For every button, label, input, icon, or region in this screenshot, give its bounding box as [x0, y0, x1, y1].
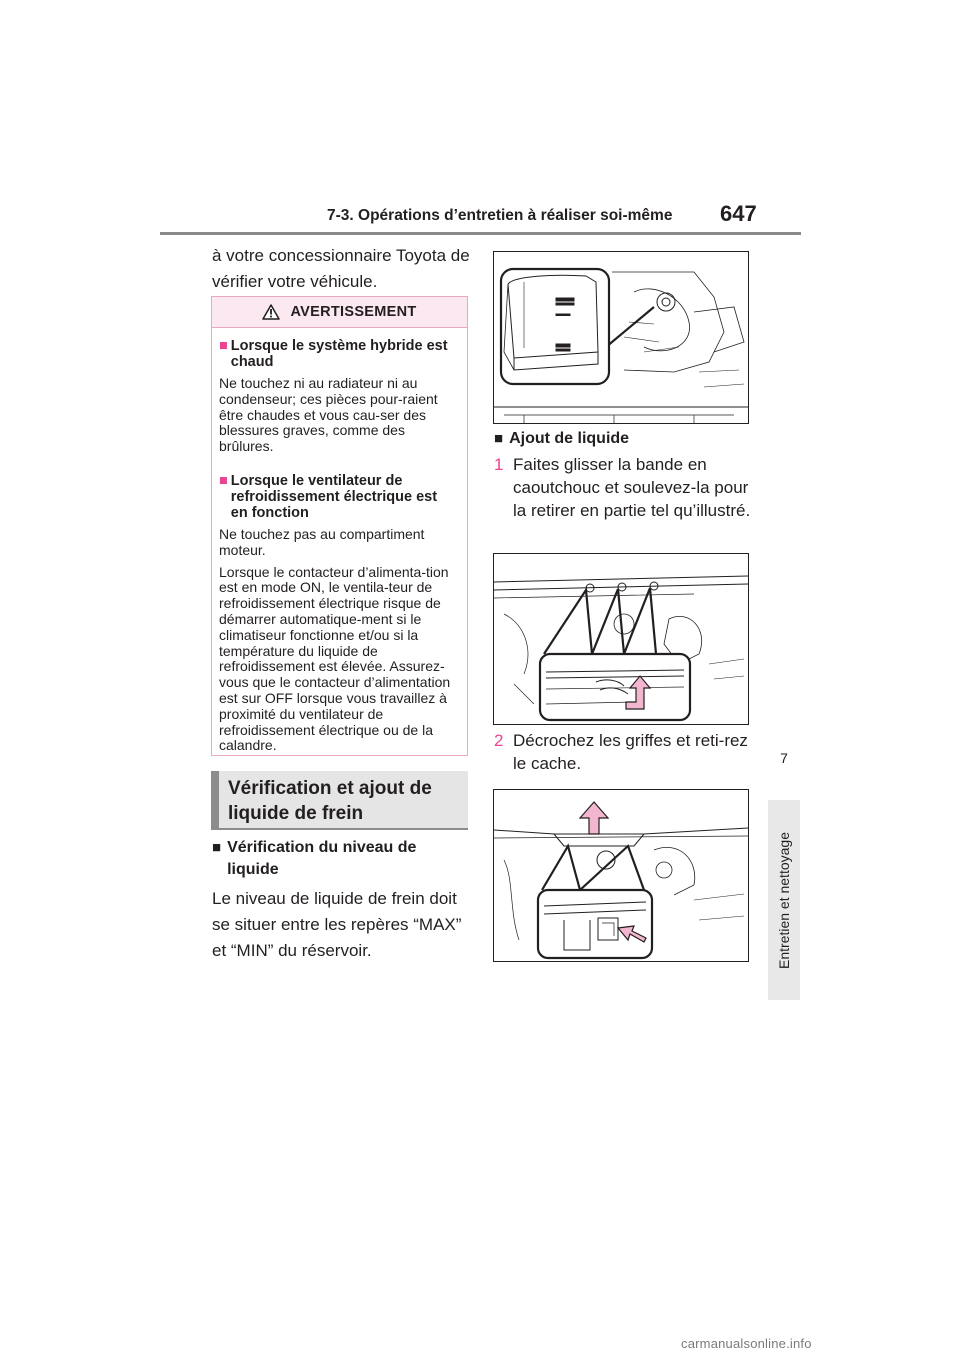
bullet-square-icon: ■: [212, 839, 222, 856]
warning-triangle-icon: [262, 304, 280, 320]
step-number: 2: [494, 731, 504, 750]
warning-title: AVERTISSEMENT: [290, 304, 417, 320]
cover-claws-illustration: [493, 789, 749, 962]
bullet-square-icon: ■: [494, 430, 504, 447]
bullet-square-icon: ■: [219, 338, 228, 354]
step-number: 1: [494, 455, 504, 474]
check-level-text: Le niveau de liquide de frein doit se situer entre les repères “MAX” et “MIN” du réservoir.: [212, 889, 462, 960]
section-heading: [211, 771, 468, 830]
check-level-heading: ■ Vérification du niveau de liquide: [212, 837, 472, 881]
chapter-title: Entretien et nettoyage: [776, 831, 792, 969]
brake-fluid-reservoir-illustration: [493, 251, 749, 424]
step-text: Décrochez les griffes et reti-rez le cache.: [513, 731, 748, 773]
header-rule: [160, 232, 801, 235]
section-heading-text: Vérification et ajout de liquide de frein: [228, 778, 432, 824]
warning-paragraph: Ne touchez ni au radiateur ni au condenseur; ces pièces pour-raient être chaudes et vous cau-ser des blessures graves, comme des brûlures.: [219, 375, 438, 455]
warning-body: [212, 328, 467, 754]
section-title: 7-3. Opérations d’entretien à réaliser soi-même: [327, 207, 673, 224]
warning-paragraph: Lorsque le contacteur d’alimenta-tion est en mode ON, le ventila-teur de refroidissement électrique risque de démarrer automatique-ment si le climatiseur fonctionne et/ou si la température du liquide de refroidissement est élevée. Assurez-vous que le contacteur d’alimentation est sur OFF lorsque vous travaillez à proximité du ventilateur de refroidissement électrique ou de la calandre.: [219, 563, 451, 754]
warning-box: [211, 296, 468, 756]
warning-item-heading: ■ Lorsque le ventilateur de refroidissement électrique est en fonction: [219, 472, 438, 521]
page-number: 647: [720, 201, 757, 226]
rubber-strip-removal-illustration: [493, 553, 749, 725]
add-fluid-heading: ■ Ajout de liquide: [494, 428, 754, 450]
warning-paragraph: Ne touchez pas au compartiment moteur.: [219, 525, 425, 558]
step-2: [494, 729, 754, 775]
bullet-square-icon: ■: [219, 472, 228, 489]
footer-watermark: carmanualsonline.info: [681, 1336, 812, 1351]
intro-text: à votre concessionnaire Toyota de vérifier votre véhicule.: [212, 246, 470, 291]
warning-header: [212, 297, 467, 328]
warning-item-heading: ■ Lorsque le système hybride est chaud: [219, 338, 448, 370]
chapter-number: 7: [780, 750, 788, 766]
step-text: Faites glisser la bande en caoutchouc et soulevez-la pour la retirer en partie tel qu’illustré.: [513, 455, 751, 520]
up-arrow-icon: [580, 802, 608, 834]
chapter-tab-label: [768, 800, 800, 1000]
step-1: [494, 453, 754, 522]
